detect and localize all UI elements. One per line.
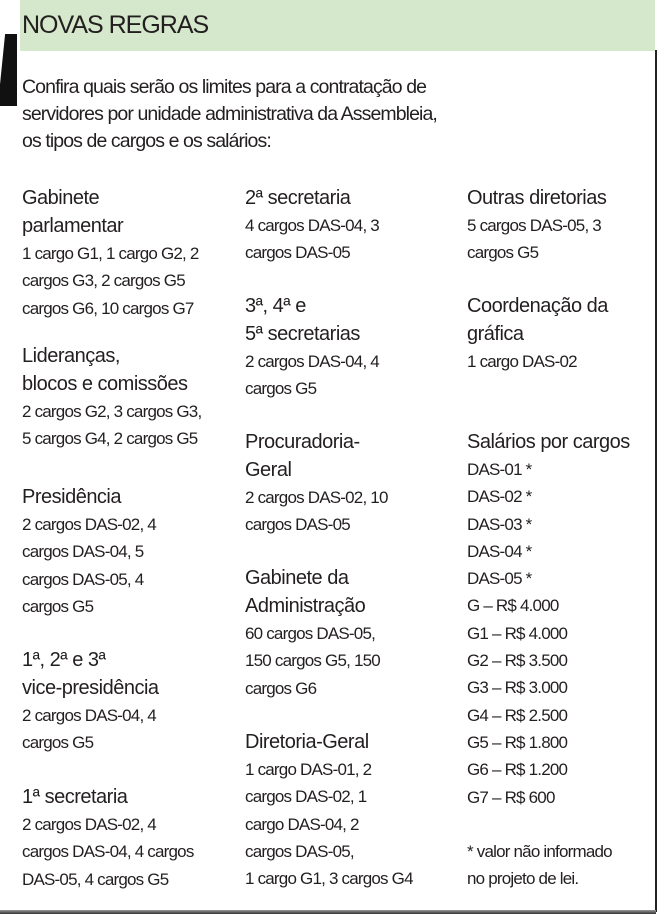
section-procuradoria-geral — [245, 428, 460, 539]
section-body-line: DAS-05 * — [467, 569, 532, 589]
section-body-line: cargos DAS-04, 4 cargos — [22, 842, 194, 862]
section-body-line: DAS-03 * — [467, 514, 532, 534]
section-body-line: cargos DAS-05 — [245, 243, 350, 263]
section-heading: Geral — [245, 459, 292, 481]
section-heading: blocos e comissões — [22, 373, 188, 395]
section-heading: Lideranças, — [22, 345, 120, 367]
section-body-line: cargos DAS-05, 4 — [22, 569, 144, 589]
section-body-line: G4 – R$ 2.500 — [467, 705, 568, 725]
section-body-line: cargos G5 — [467, 243, 539, 263]
section-primeira-secretaria — [22, 783, 237, 893]
section-body-line: cargos DAS-05, — [245, 841, 354, 861]
section-heading: gráfica — [467, 323, 524, 345]
intro-line: Confira quais serão os limites para a contratação de — [22, 76, 427, 98]
section-body-line: 150 cargos G5, 150 — [245, 651, 380, 671]
section-heading: 3ª, 4ª e — [245, 295, 306, 317]
section-heading: Gabinete da — [245, 567, 349, 589]
section-body-line: cargos DAS-05 — [245, 515, 350, 535]
section-body-line: * valor não informado — [467, 842, 612, 861]
section-segunda-secretaria — [245, 184, 460, 267]
section-heading: Outras diretorias — [467, 187, 607, 209]
section-diretoria-geral — [245, 728, 460, 892]
section-body-line: DAS-02 * — [467, 487, 532, 507]
section-body-line: cargos DAS-04, 5 — [22, 542, 144, 562]
section-body-line: 1 cargo G1, 1 cargo G2, 2 — [22, 244, 199, 263]
section-heading: Administração — [245, 595, 366, 617]
intro-line: servidores por unidade administrativa da Assembleia, — [22, 103, 437, 125]
section-body-line: 2 cargos DAS-02, 4 — [22, 815, 156, 834]
section-body-line: G2 – R$ 3.500 — [467, 651, 568, 671]
section-body-line: 4 cargos DAS-04, 3 — [245, 216, 379, 235]
section-body-line: G6 – R$ 1.200 — [467, 760, 568, 780]
section-heading: 2ª secretaria — [245, 187, 351, 209]
section-outras-secretarias — [245, 292, 460, 403]
section-heading: Procuradoria- — [245, 431, 360, 453]
section-heading: Salários por cargos — [467, 431, 630, 453]
bottom-rule — [0, 910, 656, 914]
section-heading: 5ª secretarias — [245, 323, 360, 345]
section-body-line: 2 cargos DAS-04, 4 — [245, 352, 379, 371]
section-body-line: 2 cargos DAS-02, 10 — [245, 488, 388, 507]
section-body-line: 2 cargos G2, 3 cargos G3, — [22, 402, 202, 421]
right-border — [655, 50, 657, 912]
section-body-line: 1 cargo DAS-02 — [467, 352, 577, 371]
section-body-line: G – R$ 4.000 — [467, 596, 559, 616]
intro-text — [22, 74, 437, 155]
section-body-line: 2 cargos DAS-02, 4 — [22, 515, 156, 534]
section-liderancas — [22, 342, 237, 453]
section-body-line: cargos G5 — [22, 733, 94, 753]
section-body-line: G7 – R$ 600 — [467, 787, 555, 807]
section-body-line: no projeto de lei. — [467, 869, 579, 889]
section-body-line: cargos G3, 2 cargos G5 — [22, 271, 185, 291]
section-body-line: cargos G5 — [22, 596, 94, 616]
section-body-line: DAS-01 * — [467, 460, 532, 479]
section-body-line: G3 – R$ 3.000 — [467, 678, 568, 698]
section-coordenacao-grafica — [467, 292, 660, 375]
section-body-line: G1 – R$ 4.000 — [467, 623, 568, 643]
intro-line: os tipos de cargos e os salários: — [22, 130, 271, 152]
section-heading: Presidência — [22, 486, 122, 508]
section-heading: vice-presidência — [22, 677, 159, 699]
page-number-mark — [0, 34, 17, 106]
section-body-line: 60 cargos DAS-05, — [245, 624, 376, 643]
section-body-line: 5 cargos G4, 2 cargos G5 — [22, 429, 198, 449]
section-gabinete-parlamentar — [22, 184, 237, 322]
section-body-line: cargos G6, 10 cargos G7 — [22, 298, 194, 318]
section-heading: parlamentar — [22, 215, 124, 237]
section-outras-diretorias — [467, 184, 660, 267]
section-heading: Gabinete — [22, 187, 100, 209]
section-body-line: 1 cargo G1, 3 cargos G4 — [245, 869, 413, 889]
section-body-line: cargos DAS-02, 1 — [245, 787, 367, 807]
section-body-line: cargo DAS-04, 2 — [245, 814, 359, 834]
section-body-line: cargos G6 — [245, 678, 317, 698]
section-body-line: cargos G5 — [245, 379, 317, 399]
section-heading: 1ª, 2ª e 3ª — [22, 649, 106, 671]
section-gabinete-administracao — [245, 564, 460, 702]
section-presidencia — [22, 483, 237, 620]
section-vice-presidencia — [22, 646, 237, 757]
section-title: NOVAS REGRAS — [22, 11, 209, 39]
section-heading: Coordenação da — [467, 295, 608, 317]
section-body-line: 1 cargo DAS-01, 2 — [245, 760, 372, 779]
section-heading: 1ª secretaria — [22, 786, 128, 808]
section-salarios-por-cargos — [467, 428, 660, 811]
section-heading: Diretoria-Geral — [245, 731, 369, 753]
section-footnote — [467, 838, 660, 893]
section-body-line: 2 cargos DAS-04, 4 — [22, 706, 156, 725]
section-body-line: DAS-04 * — [467, 541, 532, 561]
section-body-line: 5 cargos DAS-05, 3 — [467, 216, 601, 235]
section-body-line: DAS-05, 4 cargos G5 — [22, 869, 169, 889]
section-body-line: G5 – R$ 1.800 — [467, 732, 568, 752]
